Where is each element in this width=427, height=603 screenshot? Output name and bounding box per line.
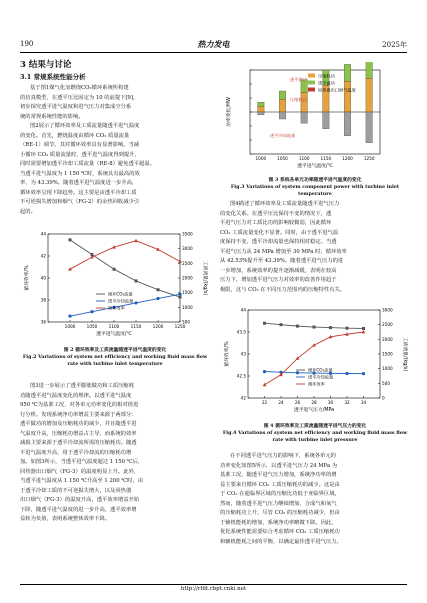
text-line: 加。如图3所示，当透平进气温度超过 1 150 ℃后，	[20, 459, 144, 465]
bar-0	[258, 106, 265, 112]
legend-label: 循环效率	[308, 381, 325, 387]
text-line: （RE-1）调节，其对循环效率具有显著影响。当减	[20, 142, 140, 148]
text-line: 减损主要来源于透平冷却流所需的压缩耗功。随透	[20, 440, 137, 446]
fig2-chart	[20, 226, 210, 344]
data-point	[362, 327, 365, 330]
bar-0	[301, 92, 308, 112]
x-tick-label: 1250	[174, 324, 186, 329]
text-line: 当透平进气温度为 1 150 ℃时，系统具有最高的效	[20, 170, 140, 177]
text-line: 小循环 CO₂ 质量流量时，透平进气温度得到提升，	[20, 151, 140, 158]
footer-url: http://rlfd.cbpt.cnki.net	[180, 586, 247, 592]
text-line: 透平做功的增加及压缩耗功的减少，并且随透平进	[20, 421, 137, 427]
y2-axis-label: 工质流量/(kg/s)	[202, 260, 207, 296]
annotation-label: 压缩耗功	[290, 96, 307, 102]
legend-label: 透平冷却流量	[108, 298, 134, 304]
y-tick-label: 36	[40, 319, 46, 325]
text-line: 平进气压力对工质比功的影响较微弱，因此循环	[220, 220, 332, 226]
y-tick-label: 44	[240, 307, 246, 313]
fig4-caption	[220, 423, 410, 444]
x-tick-label: 24	[278, 400, 284, 405]
y2-tick-label: 3500	[182, 231, 193, 237]
legend-swatch	[308, 81, 315, 85]
text-line: 回热器出口烟气（FG-3）的温度明显上升。此外，	[20, 468, 140, 475]
text-line: 950 ℃为基准工况，对各单元功率变化的相对值进	[20, 402, 139, 408]
bar-0	[366, 78, 373, 112]
text-line: 不可逆损失增加和烟气（FG-2）的余热回收减少引	[20, 199, 140, 205]
fig4-chart	[220, 302, 410, 420]
y2-tick-label: 1500	[382, 351, 393, 357]
text-line: 起的。	[20, 208, 36, 215]
text-line: 初步探究透平进气温度和进气压力对集成空分系	[20, 104, 132, 110]
left-paragraph-2	[20, 382, 210, 525]
text-line: 气温度升高，压缩耗功增益占主导。而系统的效率	[20, 430, 137, 437]
x-axis-label: 透平进气温度/℃	[96, 332, 132, 337]
legend-swatch	[308, 88, 315, 92]
y-tick-label: 42	[240, 395, 246, 401]
data-point	[280, 323, 283, 326]
data-point	[113, 268, 116, 271]
legend-swatch	[308, 74, 315, 78]
text-line: 率，为 43.39%。随着透平进气温度进一步升高，	[20, 180, 138, 186]
text-line: 图3进一步展示了透平膨胀做功和工质压缩耗	[30, 383, 135, 389]
y2-tick-label: 0	[382, 395, 385, 401]
data-point	[345, 372, 348, 375]
footer-rule	[20, 584, 407, 585]
data-point	[135, 279, 138, 282]
fig4-caption-cn: 图 4 循环效率及工质流量随透平进气压力的变化	[263, 423, 367, 429]
data-point	[90, 310, 93, 313]
data-point	[329, 326, 332, 329]
text-line: 益主要来自循环 CO₂ 工质压缩耗功的减少。这是由	[220, 481, 340, 488]
text-line: 当透平进气温度从 1 150 ℃升高至 1 200 ℃时，由	[20, 478, 144, 484]
right-paragraph-1	[220, 200, 410, 295]
fig3-caption	[220, 177, 410, 198]
text-line: 一步增加，系统效率的提升逐渐减缓，表明在较高	[220, 267, 337, 274]
x-tick-label: 1100	[108, 324, 120, 329]
text-line: 于辅机能耗的增加，系统净功率略微下降。因此，	[220, 519, 337, 526]
data-point	[296, 371, 299, 374]
right-paragraph-2	[220, 452, 410, 547]
data-point	[296, 325, 299, 328]
bar-0	[279, 99, 286, 112]
bar-2	[279, 112, 286, 119]
legend-label: 循环效率	[108, 305, 125, 311]
y-tick-label: 43.5	[236, 329, 246, 335]
x-tick-label: 32	[344, 400, 350, 405]
journal-name: 热力发电	[197, 39, 230, 49]
data-point	[134, 239, 138, 242]
bar-1	[366, 62, 373, 78]
y-tick-label: 43	[240, 351, 246, 357]
text-line: 统的常规系统性能的影响。	[20, 113, 84, 120]
fig2-caption-cn: 图 2 循环效率及工质流量随透平进气温度的变化	[63, 347, 167, 353]
y-tick-label: 42.5	[236, 373, 246, 379]
y2-tick-label: 500	[182, 319, 190, 325]
year: 2025年	[382, 41, 407, 49]
page-number: 190	[20, 40, 34, 48]
x-tick-label: 1000	[255, 156, 267, 161]
y-tick-label: 40	[40, 275, 46, 281]
bar-2	[323, 112, 330, 129]
x-tick-label: 22	[261, 400, 268, 405]
fig2-caption-en: Fig.2 Variations of system net efficiency and working fluid mass flow rate with turbine inlet temperature	[22, 354, 208, 367]
text-line: 同时需要增加透平冷却工质流量（RE-8）避免透平超温。	[20, 161, 155, 167]
text-line: 的压缩耗功上升，尽管 CO₂ 的压缩耗功减少，但由	[220, 510, 340, 516]
data-point	[156, 297, 159, 300]
x-tick-label: 28	[311, 400, 317, 405]
text-line: 的变化关系。在透平压比保持不变的情况下，透	[220, 210, 332, 217]
y2-tick-label: 3000	[182, 246, 193, 252]
legend-label: 压缩耗功	[318, 73, 335, 79]
legend-label: 循环CO₂流量	[308, 367, 333, 373]
y2-tick-label: 2500	[182, 260, 193, 266]
bar-0	[344, 81, 351, 112]
text-line: 平进气温度升高，用于透平冷却流的压缩耗功增	[20, 449, 132, 456]
x-tick-label: 1250	[363, 156, 375, 161]
bar-2	[344, 112, 351, 136]
annotation-label: 透平冷却流量	[270, 133, 296, 139]
fig3-chart	[220, 62, 410, 174]
text-line: 然而，随着透平进气压力继续增加，合成气和氧气	[220, 500, 337, 507]
text-line: 图4描述了循环效率及工质流量随透平进气压力	[230, 201, 340, 207]
section-title: 3 结果与讨论	[20, 60, 72, 70]
data-point	[69, 238, 72, 241]
fig3-caption-cn: 图 3 系统各单元功率随透平进气温度的变化	[268, 177, 362, 183]
text-line: 于透平冷却工质的不可逆损失增大，以及回热器	[20, 487, 132, 494]
data-point	[362, 372, 365, 375]
header-rule	[20, 52, 407, 53]
data-point	[263, 370, 266, 373]
data-point	[134, 301, 137, 304]
bar-2	[366, 112, 373, 143]
x-axis-label: 透平进气温度/℃	[297, 164, 333, 169]
text-line: 和辅机能耗之间的平衡，以确定最佳透平进气压力。	[220, 538, 342, 545]
text-line: 基准工况，随透平进气压力增加，系统净功率的增	[220, 472, 337, 478]
page-header	[20, 40, 407, 52]
text-line: 基于图1煤气化氢燃烧CO₂循环系统所构建	[30, 85, 129, 91]
text-line: 平进气压力从 24 MPa 增加至 30 MPa 时，循环效率	[220, 248, 347, 255]
y-tick-label: 44	[40, 231, 46, 237]
text-line: 功随透平进气温度变化的规律。以透平进气温度	[20, 392, 132, 399]
text-line: 极限，这与 CO₂ 在不同压力范围内的压缩特性有关。	[220, 286, 346, 293]
x-tick-label: 1050	[86, 324, 98, 329]
y2-tick-label: 500	[382, 380, 390, 386]
y2-tick-label: 1500	[182, 290, 193, 296]
legend-label: 循环CO₂流量	[108, 291, 133, 297]
text-line: 的仿真模型，在透平压比固定为 10 的前提下[9]，	[20, 94, 139, 101]
y-tick-label: 42	[40, 253, 46, 259]
x-tick-label: 30	[327, 400, 334, 405]
series-line-2	[70, 241, 180, 269]
x-tick-label: 26	[294, 400, 301, 405]
data-point	[178, 293, 181, 296]
y-axis-label: 功率变化/MW	[227, 97, 232, 127]
bar-1	[279, 91, 286, 99]
y2-tick-label: 2500	[382, 322, 393, 328]
fig3-caption-en: Fig.3 Variations of system component power with turbine inlet temperature	[230, 184, 400, 197]
x-tick-label: 1200	[152, 324, 164, 329]
x-tick-label: 1150	[320, 156, 332, 161]
data-point	[346, 327, 349, 330]
text-line: 行分析。发现系统净功率增益主要来源于两部分：	[20, 411, 137, 418]
x-tick-label: 1150	[130, 324, 142, 329]
x-tick-label: 34	[360, 400, 367, 405]
text-line: 度保持不变，透平冷却流量也保持相对稳定。当透	[220, 239, 337, 245]
text-line: 在不同透平进气压力的影响下，系统各单元的	[230, 453, 336, 459]
text-line: 优化系统性能需要综合考虑循环 CO₂ 工质压缩耗功	[220, 529, 340, 535]
text-line: 功率变化如图5所示，以透平进气压力 24 MPa 为	[220, 462, 338, 469]
subsection-title: 3.1 常规系统性能分析	[20, 73, 86, 81]
series-line-0	[70, 240, 180, 297]
text-line: CO₂ 工质流量变化不显著。同时，由于透平进气温	[220, 229, 339, 236]
data-point	[179, 296, 182, 299]
text-line: 于 CO₂ 在超临界区域的压缩比功低于亚临界区域，	[220, 491, 340, 497]
y-axis-label: 循环效率/%	[225, 341, 230, 367]
data-point	[362, 330, 366, 333]
annotation-label: 透平做功	[290, 77, 307, 83]
x-tick-label: 1200	[342, 156, 353, 161]
left-paragraph-1	[20, 84, 210, 217]
y2-tick-label: 2000	[182, 275, 193, 281]
x-tick-label: 1050	[277, 156, 288, 161]
x-tick-label: 1100	[298, 156, 310, 161]
x-axis-label: 透平进气压力/MPa	[293, 408, 335, 413]
text-line: 从 42.53%提升至 43.39%。随着透平进气压力的进	[220, 258, 344, 264]
y2-tick-label: 2000	[382, 336, 393, 342]
y-axis-label: 循环效率/%	[25, 265, 30, 291]
legend-label: 透平做功	[318, 80, 335, 86]
fig4-caption-en: Fig.4 Variations of system net efficiency and working fluid mass flow rate with turbine inlet pressure	[222, 430, 408, 443]
text-line: 循环效率呈现下降趋势。这主要是由透平冷却工质	[20, 189, 137, 196]
text-line: 益转为负值，表明系统整体效率下降。	[20, 516, 111, 522]
text-line: 的变化。首先，燃烧温度由循环 CO₂ 质量流量	[20, 132, 130, 139]
data-point	[68, 315, 71, 318]
bar-1	[344, 64, 351, 81]
bar-2	[258, 112, 265, 115]
fig2-caption	[20, 347, 210, 368]
bar-2	[301, 112, 308, 123]
legend-label: 透平冷却流量	[308, 374, 334, 380]
text-line: 下降，随透平进气温度的进一步升高，透平效率增	[20, 506, 137, 513]
y2-tick-label: 3000	[382, 307, 393, 313]
bar-1	[258, 102, 265, 106]
data-point	[263, 322, 266, 325]
series-line-1	[70, 294, 180, 316]
x-tick-label: 1000	[64, 324, 76, 329]
y2-tick-label: 1000	[382, 366, 393, 372]
legend-label: 回热器出口烟气温度	[318, 87, 356, 93]
text-line: 图2展示了循环效率及工质流量随透平进气温度	[30, 123, 140, 129]
data-point	[313, 326, 316, 329]
text-line: 压力下，增加透平进气压力对效率的改善作用趋于	[220, 277, 337, 283]
y2-axis-label: 工质流量/(kg/s)	[402, 336, 407, 372]
y-tick-label: 38	[40, 297, 46, 303]
text-line: 出口烟气（FG-3）的温度升高，透平效率增益开始	[20, 497, 140, 503]
data-point	[157, 288, 160, 291]
y2-tick-label: 1000	[182, 304, 193, 310]
